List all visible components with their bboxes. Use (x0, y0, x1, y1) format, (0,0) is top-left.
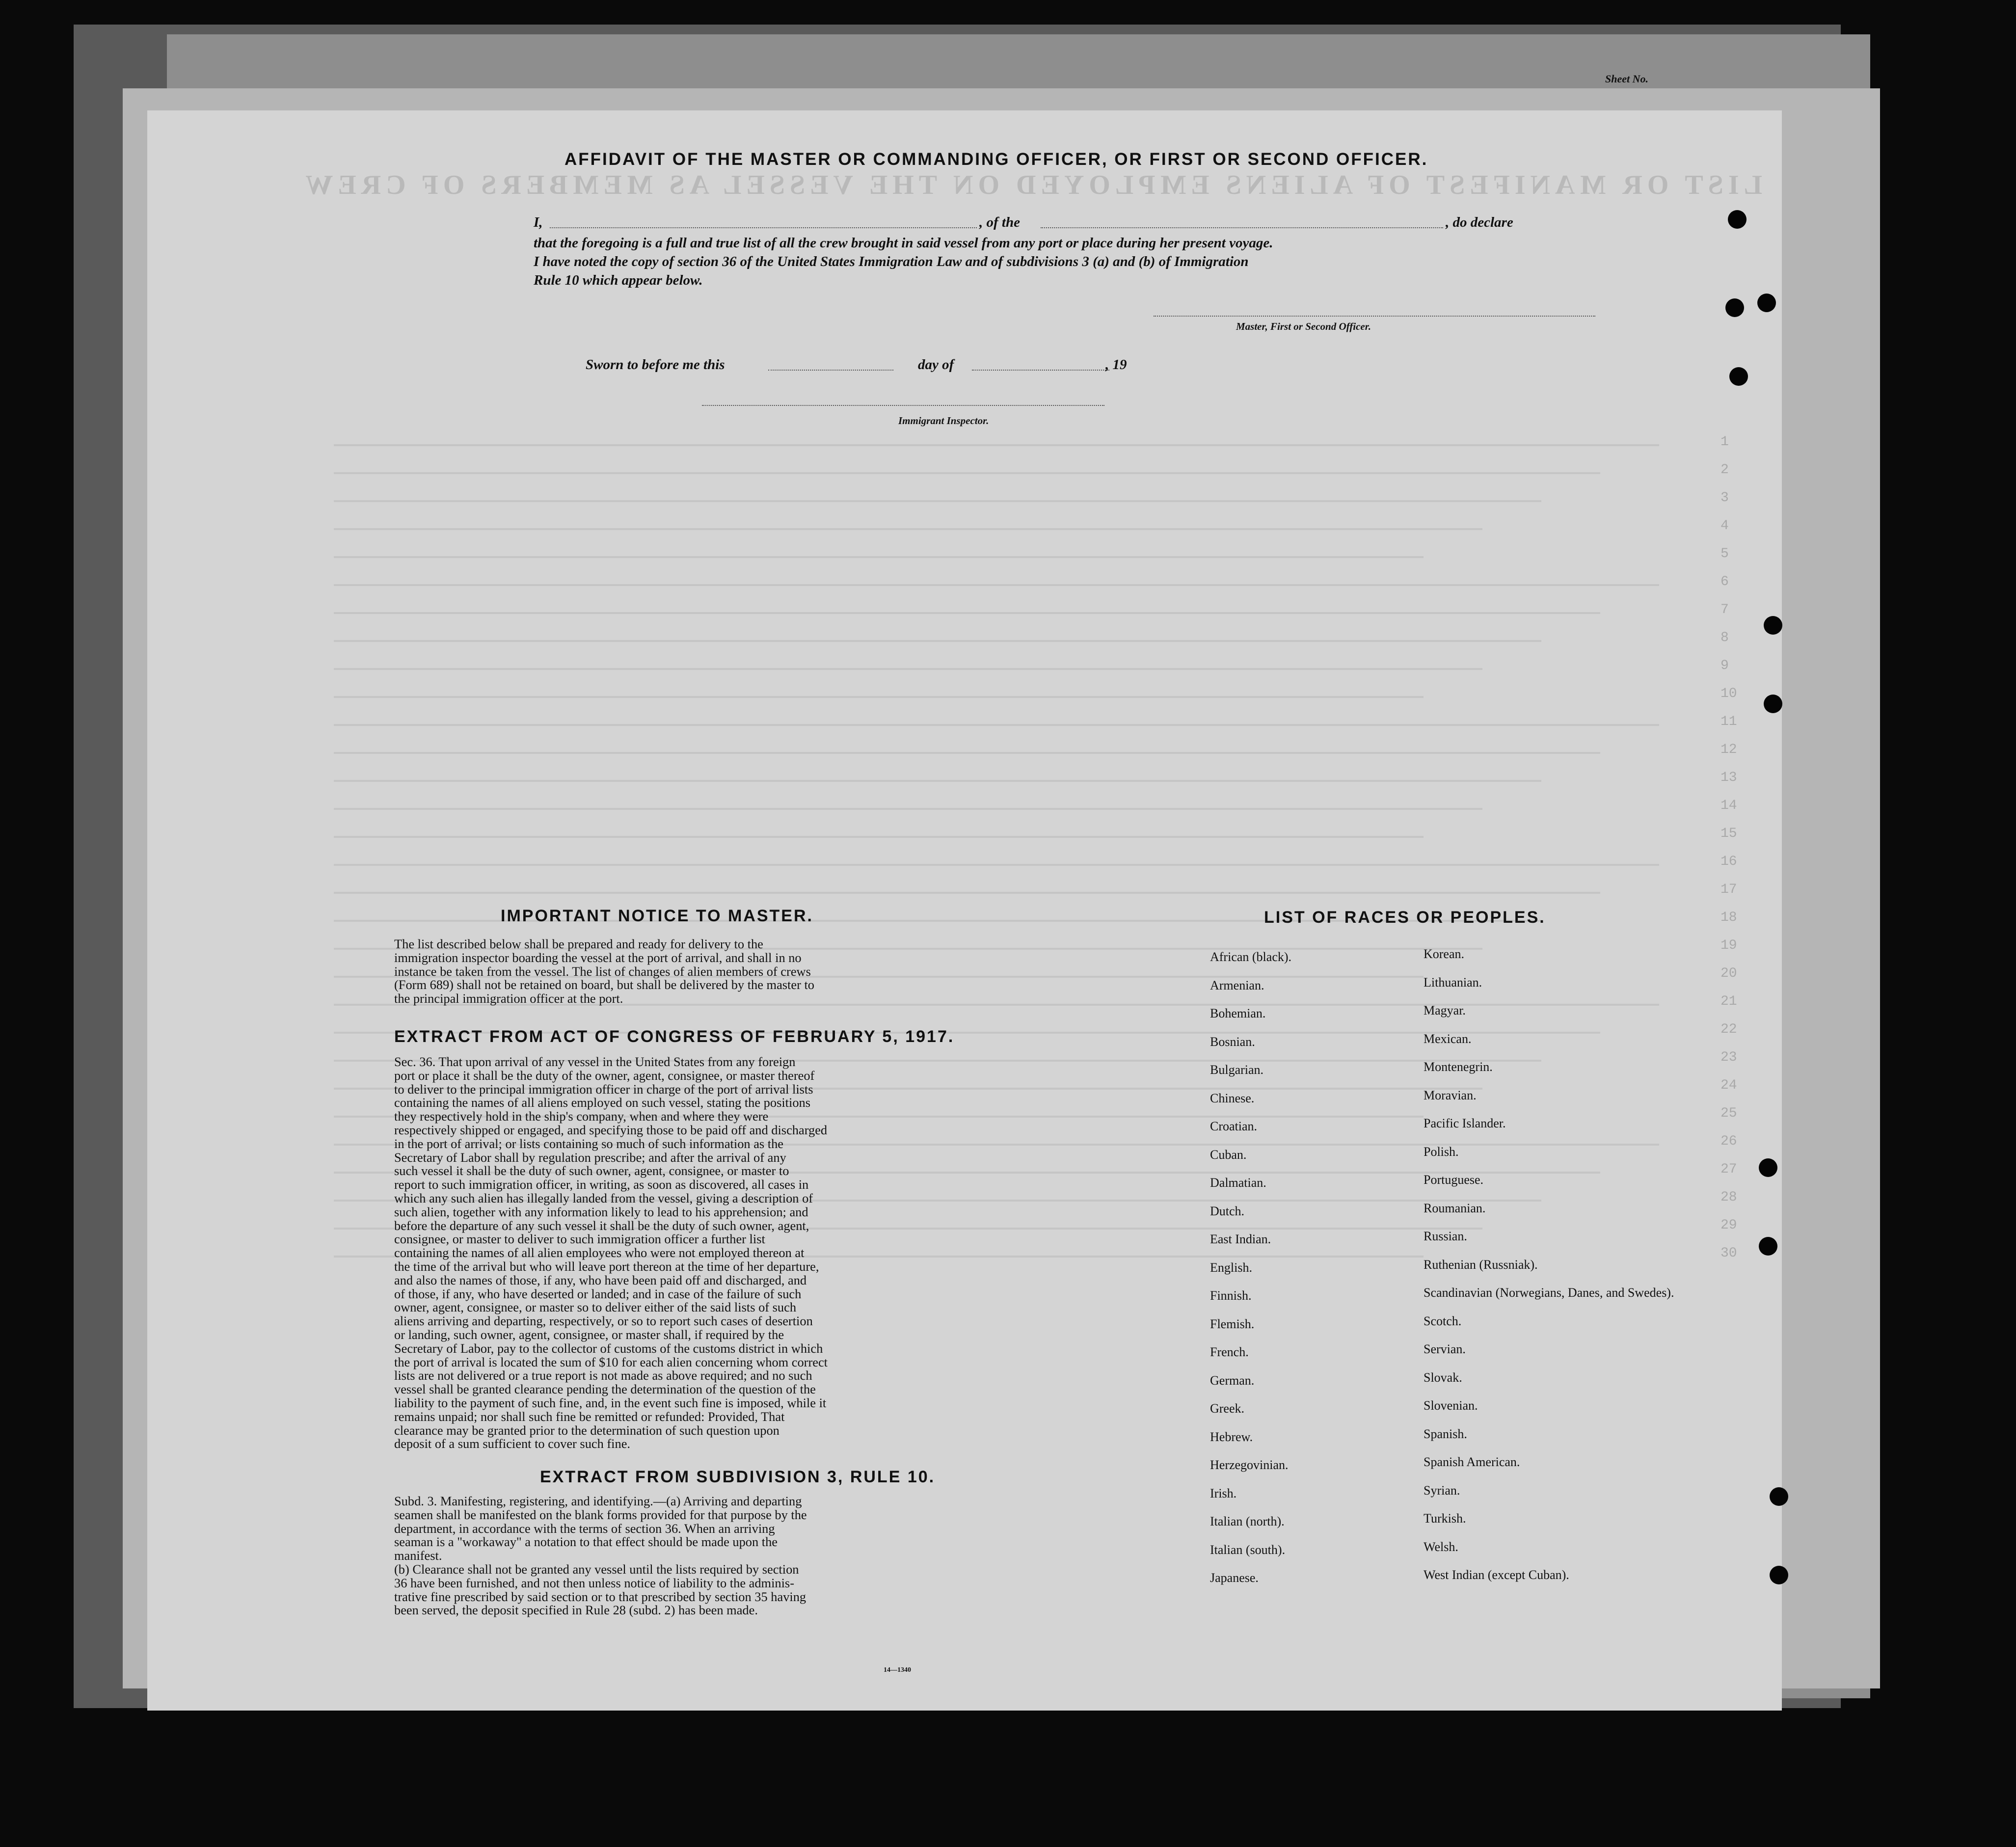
bleed-through-row-number: 7 (1720, 602, 1729, 617)
race-item: East Indian. (1210, 1232, 1271, 1246)
race-item: German. (1210, 1373, 1255, 1388)
bleed-through-row-number: 24 (1720, 1078, 1737, 1093)
bleed-through-row-number: 5 (1720, 546, 1729, 562)
binding-hole (1770, 1566, 1788, 1584)
form-number: 14—1340 (884, 1666, 911, 1674)
bleed-through-row-number: 25 (1720, 1106, 1737, 1121)
binding-hole (1725, 298, 1744, 317)
extract-rule-text: Subd. 3. Manifesting, registering, and identifying.—(a) Arriving and departing seamen shall be manifested on the blank forms provided for that purpose by the department, in accordance with the terms of section 36. When an arriving seaman is a "workaway" a notation to that effect should be made upon the manifest. (b) Clearance shall not be granted any vessel until the lists required by section 36 have been furnished, and not then unless notice of liability to the adminis- trative fine prescribed by said section or to that prescribed by section 35 having been served, the deposit specified in Rule 28 (subd. 2) has been made. (394, 1494, 807, 1618)
race-item: Armenian. (1210, 978, 1264, 992)
sheet-number-label: Sheet No. (1605, 73, 1648, 85)
signature-label: Master, First or Second Officer. (1236, 321, 1371, 332)
bleed-through-row-number: 16 (1720, 854, 1737, 869)
bleed-through-row-number: 18 (1720, 910, 1737, 925)
race-item: Syrian. (1424, 1483, 1460, 1498)
races-left-column (1210, 943, 1291, 1592)
binding-hole (1728, 210, 1747, 229)
race-item: Japanese. (1210, 1571, 1259, 1585)
binding-hole (1759, 1158, 1777, 1177)
bleed-through-row-number: 30 (1720, 1246, 1737, 1261)
race-item: Welsh. (1424, 1539, 1458, 1554)
bleed-through-row (334, 892, 1600, 894)
race-item: Croatian. (1210, 1119, 1258, 1133)
race-item: Moravian. (1424, 1088, 1477, 1102)
race-item: Pacific Islander. (1424, 1116, 1506, 1130)
bleed-through-row (334, 640, 1541, 642)
race-item: Polish. (1424, 1144, 1459, 1159)
race-item: Dalmatian. (1210, 1176, 1266, 1190)
race-item: Scotch. (1424, 1313, 1462, 1328)
bleed-through-row (334, 836, 1424, 838)
sworn-month-blank (972, 370, 1109, 371)
bleed-through-row-number: 8 (1720, 630, 1729, 645)
document-page (147, 110, 1782, 1711)
name-blank (550, 227, 977, 228)
bleed-through-row-number: 1 (1720, 434, 1729, 450)
race-item: Portuguese. (1424, 1173, 1484, 1187)
race-item: Finnish. (1210, 1288, 1252, 1303)
affidavit-line-4: Rule 10 which appear below. (534, 272, 703, 288)
race-item: Russian. (1424, 1229, 1467, 1243)
race-item: Spanish. (1424, 1426, 1467, 1441)
bleed-through-row-number: 14 (1720, 798, 1737, 813)
bleed-through-row-number: 13 (1720, 770, 1737, 785)
race-item: Herzegovinian. (1210, 1458, 1289, 1472)
race-item: Dutch. (1210, 1204, 1245, 1218)
bleed-through-row-number: 11 (1720, 714, 1737, 729)
bleed-through-row-number: 21 (1720, 994, 1737, 1009)
bleed-through-row-number: 10 (1720, 686, 1737, 701)
bleed-through-row (334, 612, 1600, 614)
race-item: Turkish. (1424, 1511, 1466, 1526)
binding-hole (1757, 294, 1776, 312)
bleed-through-row (334, 528, 1482, 530)
sworn-day: day of (918, 357, 954, 373)
affidavit-i: I, (534, 214, 543, 230)
race-item: Mexican. (1424, 1031, 1472, 1046)
bleed-through-row-number: 15 (1720, 826, 1737, 841)
bleed-through-row (334, 752, 1600, 754)
affidavit-line-3: I have noted the copy of section 36 of the United States Immigration Law and of subdivisions 3 (a) and (b) of Immigration (534, 254, 1249, 269)
bleed-through-row (334, 500, 1541, 502)
race-item: Chinese. (1210, 1091, 1255, 1105)
bleed-through-row (334, 444, 1659, 446)
bleed-through-row-number: 20 (1720, 966, 1737, 981)
bleed-through-row (334, 724, 1659, 726)
affidavit-of-the: , of the (979, 214, 1020, 230)
race-item: Slovak. (1424, 1370, 1462, 1385)
race-item: Ruthenian (Russniak). (1424, 1257, 1538, 1272)
extract-act-title: EXTRACT FROM ACT OF CONGRESS OF FEBRUARY 5, 1917. (394, 1027, 955, 1046)
race-item: Spanish American. (1424, 1455, 1520, 1469)
bleed-through-row-number: 26 (1720, 1134, 1737, 1149)
bleed-through-row (334, 472, 1600, 474)
bleed-through-row-number: 2 (1720, 462, 1729, 478)
race-item: Korean. (1424, 947, 1465, 961)
bleed-through-row-number: 9 (1720, 658, 1729, 673)
bleed-through-row-number: 28 (1720, 1190, 1737, 1205)
bleed-through-row (334, 864, 1659, 866)
race-item: Slovenian. (1424, 1398, 1478, 1413)
inspector-label: Immigrant Inspector. (898, 415, 989, 427)
sworn-year: , 19 (1105, 357, 1127, 373)
race-item: Cuban. (1210, 1147, 1247, 1162)
inspector-blank (702, 405, 1104, 406)
race-item: Flemish. (1210, 1316, 1255, 1331)
race-item: Bulgarian. (1210, 1063, 1264, 1077)
affidavit-line-2: that the foregoing is a full and true list of all the crew brought in said vessel from any port or place during her present voyage. (534, 235, 1273, 251)
bleed-through-row-number: 3 (1720, 490, 1729, 506)
race-item: Hebrew. (1210, 1429, 1253, 1444)
notice-text: The list described below shall be prepared and ready for delivery to the immigration inspector boarding the vessel at the port of arrival, and shall in no instance be taken from the vessel. The list of changes of alien members of crews (Form 689) shall not be retained on board, but shall be delivered by the master to the principal immigration officer at the port. (394, 937, 815, 1006)
races-title: LIST OF RACES OR PEOPLES. (1264, 908, 1546, 927)
race-item: Bohemian. (1210, 1006, 1266, 1020)
race-item: Servian. (1424, 1342, 1466, 1356)
notice-title: IMPORTANT NOTICE TO MASTER. (501, 907, 813, 925)
bleed-through-row (334, 668, 1482, 670)
race-item: Irish. (1210, 1486, 1237, 1500)
vessel-blank (1041, 227, 1443, 228)
bleed-through-row-number: 6 (1720, 574, 1729, 589)
binding-hole (1759, 1237, 1777, 1256)
race-item: Roumanian. (1424, 1201, 1486, 1215)
bleed-through-row-number: 23 (1720, 1050, 1737, 1065)
binding-hole (1764, 616, 1782, 635)
extract-rule-title: EXTRACT FROM SUBDIVISION 3, RULE 10. (540, 1468, 936, 1486)
race-item: Italian (north). (1210, 1514, 1285, 1528)
affidavit-declare: , do declare (1446, 214, 1513, 230)
bleed-through-row (334, 696, 1424, 698)
race-item: African (black). (1210, 950, 1292, 964)
bleed-through-row (334, 780, 1541, 782)
bleed-through-row-number: 4 (1720, 518, 1729, 534)
bleed-through-row (334, 556, 1424, 558)
bleed-through-row-number: 27 (1720, 1162, 1737, 1177)
race-item: Greek. (1210, 1401, 1245, 1416)
race-item: West Indian (except Cuban). (1424, 1568, 1569, 1582)
binding-hole (1764, 695, 1782, 713)
race-item: English. (1210, 1260, 1252, 1275)
bleed-through-row (334, 584, 1659, 586)
signature-blank (1154, 316, 1595, 317)
extract-act-text: Sec. 36. That upon arrival of any vessel in the United States from any foreign port or place it shall be the duty of the owner, agent, consignee, or master thereof to deliver to the principal immigration officer in charge of the port of arrival lists containing the names of all aliens employed on such vessel, stating the positions they respectively hold in the ship's company, when and where they were respectively shipped or engaged, and specifying those to be paid off and discharged in the port of arrival; or lists containing so much of such information as the Secretary of Labor shall by regulation prescribe; and after the arrival of any such vessel it shall be the duty of such owner, agent, consignee, or master to report to such immigration officer, in writing, as soon as discovered, all cases in which any such alien has illegally landed from the vessel, giving a description of such alien, together with any information likely to lead to his apprehension; and before the departure of any such vessel it shall be the duty of such owner, agent, consignee, or master to deliver to such immigration officer a further list containing the names of all alien employees who were not employed thereon at the time of the arrival but who will leave port thereon at the time of her departure, and also the names of those, if any, who have been paid off and discharged, and of those, if any, who have deserted or landed; and in case of the failure of such owner, agent, consignee, or master so to deliver either of the said lists of such aliens arriving and departing, respectively, or so to report such cases of desertion or landing, such owner, agent, consignee, or master shall, if required by the Secretary of Labor, pay to the collector of customs of the customs district in which the port of arrival is located the sum of $10 for each alien concerning whom correct lists are not delivered or a true report is not made as above required; and no such vessel shall be granted clearance pending the determination of the question of the liability to the payment of such fine, and, in the event such fine is imposed, while it remains unpaid; nor shall such fine be remitted or refunded: Provided, That clearance may be granted prior to the determination of such question upon deposit of a sum sufficient to cover such fine. (394, 1054, 828, 1451)
races-right-column (1424, 940, 1674, 1589)
bleed-through-row-number: 22 (1720, 1022, 1737, 1037)
race-item: French. (1210, 1345, 1249, 1359)
bleed-through-row (334, 808, 1482, 810)
bleed-through-row-number: 17 (1720, 882, 1737, 897)
race-item: Italian (south). (1210, 1542, 1286, 1557)
race-item: Lithuanian. (1424, 975, 1482, 990)
binding-hole (1729, 367, 1748, 386)
race-item: Magyar. (1424, 1003, 1466, 1017)
bleed-through-row-number: 19 (1720, 938, 1737, 953)
race-item: Bosnian. (1210, 1034, 1255, 1049)
bleed-through-title: LIST OR MANIFEST OF ALIENS EMPLOYED ON THE VESSEL AS MEMBERS OF CREW (300, 170, 1762, 200)
race-item: Scandinavian (Norwegians, Danes, and Swedes). (1424, 1285, 1674, 1300)
race-item: Montenegrin. (1424, 1060, 1493, 1074)
sworn-date-blank (768, 370, 893, 371)
sworn-prefix: Sworn to before me this (586, 357, 725, 373)
binding-hole (1770, 1487, 1788, 1506)
bleed-through-row-number: 12 (1720, 742, 1737, 757)
affidavit-title: AFFIDAVIT OF THE MASTER OR COMMANDING OFFICER, OR FIRST OR SECOND OFFICER. (564, 150, 1428, 169)
bleed-through-row-number: 29 (1720, 1218, 1737, 1233)
